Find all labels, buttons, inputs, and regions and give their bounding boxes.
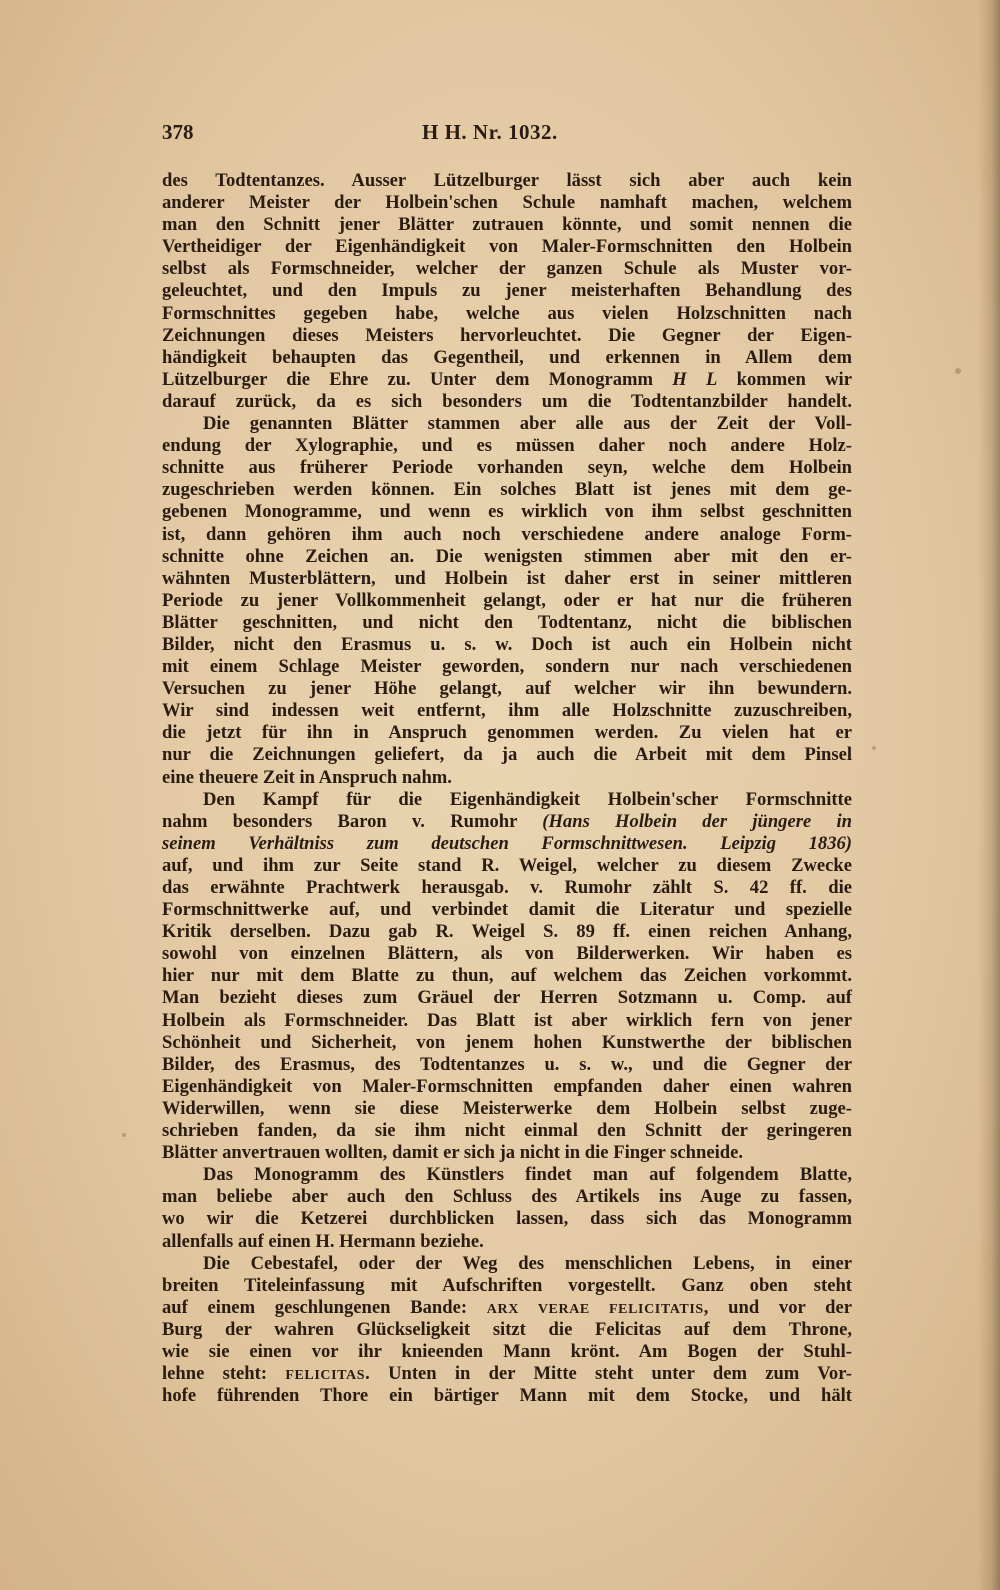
text-line: Bilder, nicht den Erasmus u. s. w. Doch ist auch ein Holbein nicht [162, 633, 852, 655]
text-segment: . Unten in der Mitte steht unter dem zum Vor- [365, 1363, 852, 1385]
monogram-hl: H L [672, 368, 718, 390]
text-line-monogram [162, 369, 852, 391]
text-line-paragraph-end: eine theuere Zeit in Anspruch nahm. [162, 766, 452, 788]
text-segment: nahm besonders Baron v. Rumohr [162, 810, 518, 832]
text-line: geleuchtet, und den Impuls zu jener meisterhaften Behandlung des [162, 280, 852, 302]
text-line: selbst als Formschneider, welcher der ganzen Schule als Muster vor- [162, 258, 852, 280]
text-line: Formschnittwerke auf, und verbindet damit die Literatur und spezielle [162, 899, 852, 921]
body-text [162, 170, 852, 1407]
inscription-felicitas: FELICITAS [285, 1368, 366, 1384]
citation-title: (Hans Holbein der jüngere in [542, 810, 852, 832]
text-line: ist, dann gehören ihm auch noch verschiedene andere analoge Form- [162, 523, 852, 545]
text-line-paragraph-end: Blätter anvertrauen wollten, damit er sich ja nicht in die Finger schneide. [162, 1142, 744, 1164]
text-line: man beliebe aber auch den Schluss des Artikels ins Auge zu fassen, [162, 1186, 852, 1208]
text-line: Widerwillen, wenn sie diese Meisterwerke dem Holbein selbst zuge- [162, 1097, 852, 1119]
running-title: H H. Nr. 1032. [422, 120, 558, 144]
text-line-paragraph-start: Die genannten Blätter stammen aber alle aus der Zeit der Voll- [203, 413, 852, 435]
text-line: breiten Titeleinfassung mit Aufschriften vorgestellt. Ganz oben steht [162, 1274, 852, 1296]
text-line-inscription [162, 1297, 852, 1319]
text-line: wo wir die Ketzerei durchblicken lassen, dass sich das Monogramm [162, 1208, 852, 1230]
text-line: Zeichnungen dieses Meisters hervorleuchtet. Die Gegner der Eigen- [162, 324, 852, 346]
text-line: Blätter geschnitten, und nicht den Todtentanz, nicht die biblischen [162, 611, 852, 633]
text-line: Holbein als Formschneider. Das Blatt ist aber wirklich fern von jener [162, 1009, 852, 1031]
text-segment: kommen wir [736, 368, 852, 390]
text-segment: Lützelburger die Ehre zu. Unter dem Monogramm [162, 368, 654, 390]
inscription-band: ARX VERAE FELICITATIS [486, 1301, 704, 1317]
page-number: 378 [162, 120, 194, 144]
text-line: des Todtentanzes. Ausser Lützelburger lässt sich aber auch kein [162, 170, 852, 191]
text-line-citation: seinem Verhältniss zum deutschen Formschnittwesen. Leipzig 1836) [162, 832, 852, 854]
text-line: schnitte ohne Zeichen an. Die wenigsten stimmen aber mit den er- [162, 545, 852, 567]
text-line: gebenen Monogramme, und wenn es wirklich von ihm selbst geschnitten [162, 501, 852, 523]
text-line: Vertheidiger der Eigenhändigkeit von Maler-Formschnitten den Holbein [162, 236, 852, 258]
text-line: sowohl von einzelnen Blättern, als von Bilderwerken. Wir haben es [162, 943, 852, 965]
text-line: anderer Meister der Holbein'schen Schule namhaft machen, welchem [162, 192, 852, 214]
text-segment: auf einem geschlungenen Bande: [162, 1296, 468, 1318]
text-line: Formschnittes gegeben habe, welche aus vielen Holzschnitten nach [162, 302, 852, 324]
text-line-paragraph-end: allenfalls auf einen H. Hermann beziehe. [162, 1230, 484, 1252]
paper-speck [955, 368, 961, 374]
text-line-paragraph-start: Das Monogramm des Künstlers findet man auf folgendem Blatte, [203, 1164, 852, 1186]
text-line: wie sie einen vor ihr knieenden Mann krönt. Am Bogen der Stuhl- [162, 1340, 852, 1362]
text-line: Periode zu jener Vollkommenheit gelangt, oder er hat nur die früheren [162, 589, 852, 611]
text-line: wähnten Musterblättern, und Holbein ist daher erst in seiner mittleren [162, 567, 852, 589]
text-line: auf, und ihm zur Seite stand R. Weigel, welcher zu diesem Zwecke [162, 854, 852, 876]
page-edge-shadow [978, 0, 1000, 1590]
text-segment: , und vor der [703, 1296, 852, 1318]
paper-speck [122, 1133, 126, 1137]
running-header [162, 120, 852, 150]
text-line: das erwähnte Prachtwerk herausgab. v. Rumohr zählt S. 42 ff. die [162, 877, 852, 898]
paper-speck [872, 746, 876, 750]
text-line: schnitte aus früherer Periode vorhanden seyn, welche dem Holbein [162, 457, 852, 479]
text-line: Bilder, des Erasmus, des Todtentanzes u. s. w., und die Gegner der [162, 1053, 852, 1075]
text-line: händigkeit behaupten das Gegentheil, und erkennen in Allem dem [162, 346, 852, 368]
text-line: man den Schnitt jener Blätter zutrauen könnte, und somit nennen die [162, 214, 852, 236]
text-segment: lehne steht: [162, 1363, 268, 1385]
text-line: Wir sind indessen weit entfernt, ihm alle Holzschnitte zuzuschreiben, [162, 700, 852, 722]
text-line: die jetzt für ihn in Anspruch genommen werden. Zu vielen hat er [162, 722, 852, 744]
text-line: zugeschrieben werden können. Ein solches Blatt ist jenes mit dem ge- [162, 479, 852, 501]
text-line: darauf zurück, da es sich besonders um die Todtentanzbilder handelt. [162, 390, 852, 412]
text-line: Kritik derselben. Dazu gab R. Weigel S. 89 ff. einen reichen Anhang, [162, 921, 852, 943]
text-line: endung der Xylographie, und es müssen daher noch andere Holz- [162, 435, 852, 457]
text-line-inscription [162, 1363, 852, 1385]
text-line: hofe führenden Thore ein bärtiger Mann mit dem Stocke, und hält [162, 1385, 852, 1407]
text-line: Versuchen zu jener Höhe gelangt, auf welcher wir ihn bewundern. [162, 678, 852, 700]
text-line: nur die Zeichnungen geliefert, da ja auch die Arbeit mit dem Pinsel [162, 744, 852, 766]
text-line-citation [162, 811, 852, 833]
text-line: mit einem Schlage Meister geworden, sondern nur nach verschiedenen [162, 656, 852, 678]
text-line: Man bezieht dieses zum Gräuel der Herren Sotzmann u. Comp. auf [162, 987, 852, 1009]
text-line: schrieben fanden, da sie ihm nicht einmal den Schnitt der geringeren [162, 1120, 852, 1142]
text-line: Burg der wahren Glückseligkeit sitzt die Felicitas auf dem Throne, [162, 1318, 852, 1340]
text-line-paragraph-start: Die Cebestafel, oder der Weg des menschlichen Lebens, in einer [203, 1252, 852, 1274]
text-line: Schönheit und Sicherheit, von jenem hohen Kunstwerthe der biblischen [162, 1031, 852, 1053]
text-line: hier nur mit dem Blatte zu thun, auf welchem das Zeichen vorkommt. [162, 965, 852, 987]
text-line-paragraph-start: Den Kampf für die Eigenhändigkeit Holbein'scher Formschnitte [203, 788, 852, 810]
text-line: Eigenhändigkeit von Maler-Formschnitten empfanden daher einen wahren [162, 1075, 852, 1097]
